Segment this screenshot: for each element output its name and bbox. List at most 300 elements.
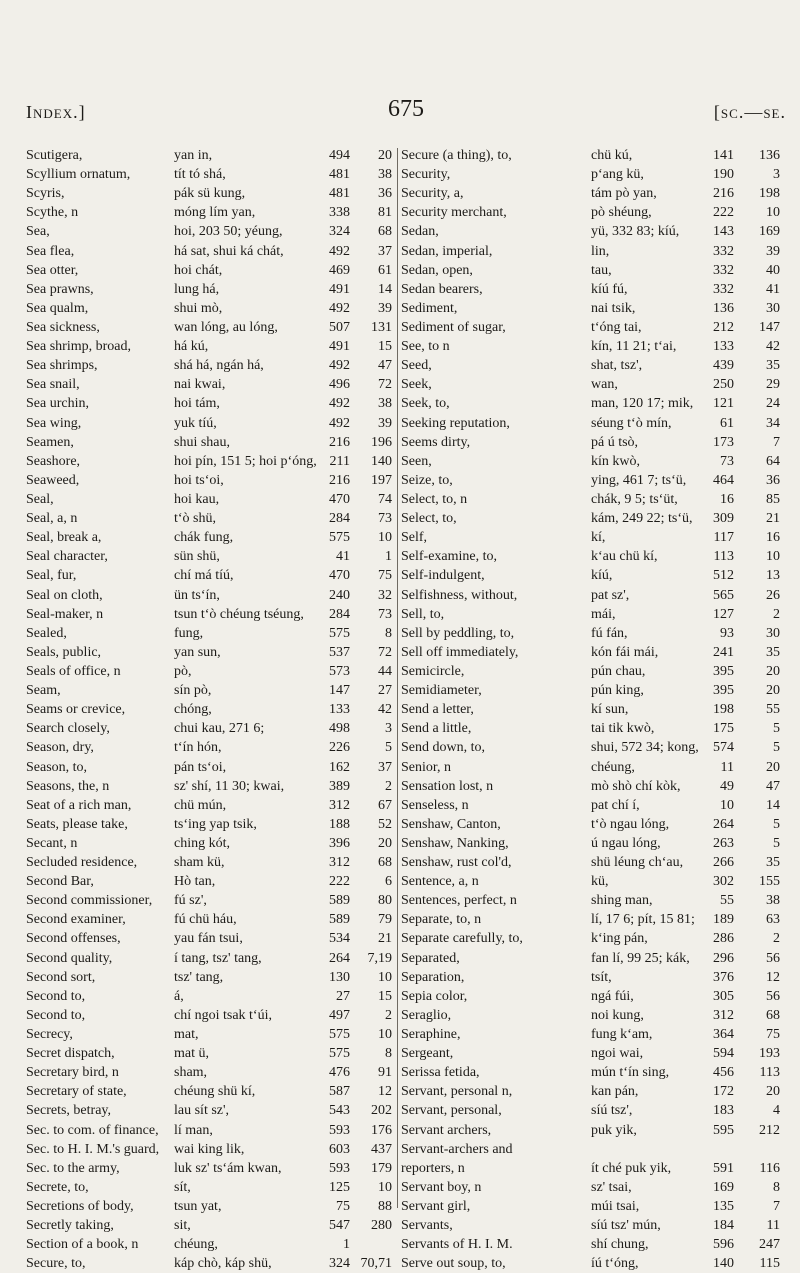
line-ref: 3	[773, 167, 780, 183]
index-entry	[401, 547, 786, 566]
index-entry	[26, 719, 396, 738]
entry-term: Security,	[401, 167, 451, 183]
page-ref: 240	[329, 587, 350, 603]
page-header	[26, 96, 786, 130]
line-ref: 47	[378, 358, 392, 374]
page-ref: 263	[713, 835, 734, 851]
entry-term: Seed,	[401, 358, 432, 374]
romanization: tsun yat,	[174, 1199, 222, 1215]
line-ref: 5	[773, 835, 780, 851]
romanization: pò,	[174, 663, 192, 679]
entry-term: Senshaw, rust col'd,	[401, 855, 512, 871]
page-ref: 147	[329, 683, 350, 699]
romanization: kón fái mái,	[591, 644, 659, 660]
line-ref: 176	[371, 1122, 392, 1138]
entry-term: Seat of a rich man,	[26, 797, 132, 813]
romanization: pá ú tsò,	[591, 434, 639, 450]
entry-term: Selfishness, without,	[401, 587, 518, 603]
entry-term: Secrets, betray,	[26, 1103, 111, 1119]
entry-term: Seeking reputation,	[401, 415, 510, 431]
line-ref: 2	[773, 606, 780, 622]
entry-term: Semidiameter,	[401, 683, 482, 699]
romanization: kín kwò,	[591, 453, 640, 469]
page-ref: 189	[713, 912, 734, 928]
entry-term: Secret dispatch,	[26, 1046, 115, 1062]
entry-term: Servant archers,	[401, 1122, 492, 1138]
page-ref: 286	[713, 931, 734, 947]
romanization: móng lím yan,	[174, 205, 256, 221]
index-entry	[401, 566, 786, 585]
line-ref: 10	[378, 969, 392, 985]
entry-term: Seraphine,	[401, 1027, 461, 1043]
entry-term: Semicircle,	[401, 663, 465, 679]
page-ref: 143	[713, 224, 734, 240]
romanization: sz' shí, 11 30; kwai,	[174, 778, 285, 794]
entry-term: Senior, n	[401, 759, 451, 775]
page-ref: 492	[329, 300, 350, 316]
romanization: í tang, tsz' tang,	[174, 950, 262, 966]
index-entry	[26, 222, 396, 241]
romanization: pò shéung,	[591, 205, 652, 221]
page-ref: 481	[329, 186, 350, 202]
entry-term: Seam,	[26, 683, 61, 699]
page-ref: 498	[329, 721, 350, 737]
page-ref: 396	[329, 835, 350, 851]
romanization: hoi, 203 50; yéung,	[174, 224, 283, 240]
entry-term: Second to,	[26, 1007, 86, 1023]
entry-term: Servant, personal n,	[401, 1084, 513, 1100]
romanization: pʻang kü,	[591, 167, 644, 183]
entry-term: Sea urchin,	[26, 396, 89, 412]
page-ref: 212	[713, 319, 734, 335]
entry-term: Seal-maker, n	[26, 606, 104, 622]
line-ref: 147	[759, 319, 780, 335]
entry-term: Seaweed,	[26, 472, 80, 488]
index-entry	[401, 662, 786, 681]
page-ref: 216	[713, 186, 734, 202]
line-ref: 116	[759, 1160, 780, 1176]
line-ref: 38	[378, 167, 392, 183]
entry-term: Sepia color,	[401, 988, 468, 1004]
entry-term: Season, dry,	[26, 740, 94, 756]
entry-term: See, to n	[401, 339, 450, 355]
entry-term: Select, to, n	[401, 491, 468, 507]
entry-term: Security merchant,	[401, 205, 507, 221]
entry-term: Sea qualm,	[26, 300, 89, 316]
entry-term: Servants,	[401, 1218, 453, 1234]
romanization: shui, 572 34; kong,	[591, 740, 699, 756]
line-ref: 68	[378, 224, 392, 240]
entry-term: Seize, to,	[401, 472, 453, 488]
entry-term: Sedan,	[401, 224, 439, 240]
index-entry	[401, 318, 786, 337]
romanization: ching kót,	[174, 835, 230, 851]
page-ref: 492	[329, 396, 350, 412]
entry-term: Senshaw, Nanking,	[401, 835, 509, 851]
romanization: múi tsai,	[591, 1199, 640, 1215]
index-entry	[26, 1044, 396, 1063]
page-ref: 593	[329, 1122, 350, 1138]
line-ref: 10	[766, 549, 780, 565]
romanization: lung há,	[174, 281, 220, 297]
romanization: nai tsik,	[591, 300, 636, 316]
page-ref: 565	[713, 587, 734, 603]
entry-term: Sell off immediately,	[401, 644, 519, 660]
index-entry	[26, 299, 396, 318]
romanization: sz' tsai,	[591, 1179, 632, 1195]
index-entry	[26, 700, 396, 719]
line-ref: 61	[378, 262, 392, 278]
page-ref: 469	[329, 262, 350, 278]
index-entry	[401, 910, 786, 929]
page-ref: 175	[713, 721, 734, 737]
page-ref: 376	[713, 969, 734, 985]
romanization: tsun tʻò chéung tséung,	[174, 606, 304, 622]
line-ref: 5	[773, 816, 780, 832]
romanization: wan,	[591, 377, 618, 393]
index-entry	[401, 796, 786, 815]
entry-term: Sea snail,	[26, 377, 80, 393]
page-ref: 284	[329, 511, 350, 527]
entry-term: Servant boy, n	[401, 1179, 482, 1195]
romanization: pat sz',	[591, 587, 630, 603]
entry-term: Second to,	[26, 988, 86, 1004]
header-section-label: Index.]	[26, 102, 86, 122]
entry-term: Senseless, n	[401, 797, 469, 813]
index-entry	[26, 1063, 396, 1082]
line-ref: 79	[378, 912, 392, 928]
index-entry	[401, 184, 786, 203]
entry-term: Section of a book, n	[26, 1237, 139, 1253]
page-ref: 211	[329, 453, 350, 469]
entry-term: Sea shrimps,	[26, 358, 98, 374]
index-entry	[26, 165, 396, 184]
entry-term: Sedan bearers,	[401, 281, 483, 297]
index-column-left	[26, 146, 396, 1273]
line-ref: 42	[378, 702, 392, 718]
line-ref: 73	[378, 606, 392, 622]
romanization: lau sít sz',	[174, 1103, 230, 1119]
page-ref: 476	[329, 1065, 350, 1081]
entry-term: Scutigera,	[26, 148, 83, 163]
entry-term: Secure, to,	[26, 1256, 86, 1272]
romanization: kʻau chü kí,	[591, 549, 658, 565]
index-entry	[26, 1216, 396, 1235]
page-ref: 216	[329, 434, 350, 450]
entry-term: Second commissioner,	[26, 893, 153, 909]
page-ref: 241	[713, 644, 734, 660]
line-ref: 198	[759, 186, 780, 202]
romanization: tʻín hón,	[174, 740, 222, 756]
romanization: kü,	[591, 874, 609, 890]
entry-term: Self,	[401, 530, 428, 546]
page-ref: 591	[713, 1160, 734, 1176]
index-entry	[401, 509, 786, 528]
romanization: sham,	[174, 1065, 208, 1081]
page-ref: 594	[713, 1046, 734, 1062]
index-entry	[401, 1121, 786, 1140]
romanization: pat chí í,	[591, 797, 640, 813]
entry-term: reporters, n	[401, 1160, 465, 1176]
romanization: man, 120 17; mik,	[591, 396, 694, 412]
index-entry	[26, 184, 396, 203]
index-entry	[401, 719, 786, 738]
entry-term: Separation,	[401, 969, 465, 985]
romanization: mò shò chí kòk,	[591, 778, 681, 794]
romanization: tʻò ngau lóng,	[591, 816, 670, 832]
line-ref: 38	[766, 893, 780, 909]
index-entry	[401, 1063, 786, 1082]
line-ref: 12	[766, 969, 780, 985]
romanization: fung kʻam,	[591, 1027, 653, 1043]
romanization: tai tik kwò,	[591, 721, 655, 737]
index-entry	[26, 1101, 396, 1120]
page-ref: 140	[713, 1256, 734, 1272]
entry-term: Separated,	[401, 950, 460, 966]
romanization: hoi kau,	[174, 491, 220, 507]
romanization: chák fung,	[174, 530, 234, 546]
line-ref: 14	[766, 797, 780, 813]
index-entry	[26, 1159, 396, 1178]
romanization: kí,	[591, 530, 606, 546]
entry-term: Sedan, open,	[401, 262, 473, 278]
page-ref: 543	[329, 1103, 350, 1119]
romanization: síú tsz' mún,	[591, 1218, 661, 1234]
page-ref: 575	[329, 530, 350, 546]
page-ref: 587	[329, 1084, 350, 1100]
romanization: ying, 461 7; tsʻü,	[591, 472, 687, 488]
romanization: hoi tám,	[174, 396, 220, 412]
romanization: fú fán,	[591, 625, 628, 641]
romanization: shü léung chʻau,	[591, 855, 684, 871]
romanization: pún king,	[591, 683, 644, 699]
line-ref: 75	[766, 1027, 780, 1043]
index-entry	[401, 490, 786, 509]
line-ref: 136	[759, 148, 780, 163]
line-ref: 47	[766, 778, 780, 794]
romanization: ngoi wai,	[591, 1046, 644, 1062]
line-ref: 56	[766, 988, 780, 1004]
page-ref: 492	[329, 358, 350, 374]
entry-term: Serissa fetida,	[401, 1065, 480, 1081]
index-entry	[401, 1216, 786, 1235]
entry-term: Security, a,	[401, 186, 464, 202]
line-ref: 20	[378, 148, 392, 163]
line-ref: 73	[378, 511, 392, 527]
line-ref: 14	[378, 281, 392, 297]
romanization: hoi chát,	[174, 262, 223, 278]
romanization: chóng,	[174, 702, 212, 718]
line-ref: 113	[759, 1065, 780, 1081]
entry-term: Seal on cloth,	[26, 587, 103, 603]
page-ref: 222	[329, 874, 350, 890]
index-entry	[26, 605, 396, 624]
page-ref: 302	[713, 874, 734, 890]
entry-term: Secretary bird, n	[26, 1065, 119, 1081]
line-ref: 27	[378, 683, 392, 699]
index-entry	[26, 1178, 396, 1197]
page-ref: 75	[336, 1199, 350, 1215]
page-ref: 264	[713, 816, 734, 832]
entry-term: Seen,	[401, 453, 432, 469]
romanization: síú tsz',	[591, 1103, 633, 1119]
entry-term: Self-examine, to,	[401, 549, 498, 565]
line-ref: 56	[766, 950, 780, 966]
romanization: chí ngoi tsak tʻúi,	[174, 1007, 272, 1023]
line-ref: 81	[378, 205, 392, 221]
index-entry	[401, 471, 786, 490]
line-ref: 36	[766, 472, 780, 488]
romanization: shui mò,	[174, 300, 223, 316]
page-ref: 284	[329, 606, 350, 622]
romanization: puk yik,	[591, 1122, 637, 1138]
index-entry	[26, 929, 396, 948]
page-ref: 309	[713, 511, 734, 527]
entry-term: Servant girl,	[401, 1199, 471, 1215]
page-ref: 61	[720, 415, 734, 431]
line-ref: 212	[759, 1122, 780, 1138]
page-ref: 1	[343, 1237, 350, 1253]
romanization: mat,	[174, 1027, 199, 1043]
romanization: tsʻing yap tsik,	[174, 816, 257, 832]
romanization: sit,	[174, 1218, 191, 1234]
index-entry	[401, 758, 786, 777]
line-ref: 7,19	[367, 950, 392, 966]
line-ref: 32	[378, 587, 392, 603]
line-ref: 10	[378, 1179, 392, 1195]
page-ref: 312	[329, 855, 350, 871]
index-entry	[401, 968, 786, 987]
line-ref: 30	[766, 300, 780, 316]
entry-term: Seamen,	[26, 434, 74, 450]
romanization: sün shü,	[174, 549, 220, 565]
index-entry	[401, 452, 786, 471]
index-entry	[26, 834, 396, 853]
line-ref: 37	[378, 243, 392, 259]
romanization: chü kú,	[591, 148, 633, 163]
romanization: fan lí, 99 25; kák,	[591, 950, 690, 966]
page-ref: 603	[329, 1141, 350, 1157]
index-entry	[26, 509, 396, 528]
page-ref: 364	[713, 1027, 734, 1043]
page-ref: 133	[329, 702, 350, 718]
index-entry	[26, 1197, 396, 1216]
index-entry	[401, 643, 786, 662]
index-entry	[401, 605, 786, 624]
index-entry	[26, 738, 396, 757]
line-ref: 75	[378, 568, 392, 584]
page-ref: 439	[713, 358, 734, 374]
line-ref: 72	[378, 644, 392, 660]
entry-term: Sea,	[26, 224, 50, 240]
index-entry	[26, 414, 396, 433]
entry-term: Sea shrimp, broad,	[26, 339, 131, 355]
entry-term: Second sort,	[26, 969, 96, 985]
index-entry	[401, 1159, 786, 1178]
index-entry	[401, 949, 786, 968]
page-ref: 41	[336, 549, 350, 565]
entry-term: Secrecy,	[26, 1027, 73, 1043]
index-entry	[26, 261, 396, 280]
index-entry	[401, 222, 786, 241]
page-ref: 332	[713, 243, 734, 259]
page-ref: 481	[329, 167, 350, 183]
page-ref: 305	[713, 988, 734, 1004]
line-ref: 8	[773, 1179, 780, 1195]
line-ref: 20	[378, 835, 392, 851]
romanization: yan in,	[174, 148, 213, 163]
romanization: chéung,	[174, 1237, 218, 1253]
entry-term: Second offenses,	[26, 931, 121, 947]
page-ref: 338	[329, 205, 350, 221]
line-ref: 131	[371, 319, 392, 335]
entry-term: Sea sickness,	[26, 319, 100, 335]
index-entry	[26, 566, 396, 585]
line-ref: 80	[378, 893, 392, 909]
line-ref: 7	[773, 1199, 780, 1215]
index-entry	[26, 242, 396, 261]
romanization: tsz' tang,	[174, 969, 224, 985]
entry-term: Seals of office, n	[26, 663, 121, 679]
index-entry	[26, 796, 396, 815]
line-ref: 37	[378, 759, 392, 775]
line-ref: 5	[773, 740, 780, 756]
index-entry	[401, 1044, 786, 1063]
romanization: pún chau,	[591, 663, 646, 679]
page-ref: 507	[329, 319, 350, 335]
line-ref: 91	[378, 1065, 392, 1081]
line-ref: 35	[766, 644, 780, 660]
line-ref: 140	[371, 453, 392, 469]
romanization: fung,	[174, 625, 204, 641]
romanization: kín, 11 21; tʻai,	[591, 339, 677, 355]
line-ref: 38	[378, 396, 392, 412]
entry-term: Servant-archers and	[401, 1141, 513, 1157]
page-ref: 596	[713, 1237, 734, 1253]
line-ref: 2	[385, 778, 392, 794]
index-entry	[401, 394, 786, 413]
page-ref: 332	[713, 262, 734, 278]
index-entry	[26, 758, 396, 777]
entry-term: Seashore,	[26, 453, 81, 469]
index-entry	[401, 586, 786, 605]
line-ref: 29	[766, 377, 780, 393]
line-ref: 68	[766, 1007, 780, 1023]
line-ref: 70,71	[360, 1256, 392, 1272]
page-ref: 226	[329, 740, 350, 756]
romanization: shing man,	[591, 893, 653, 909]
index-entry	[26, 853, 396, 872]
romanization: pák sü kung,	[174, 186, 246, 202]
page-ref: 589	[329, 912, 350, 928]
romanization: shí chung,	[591, 1237, 649, 1253]
romanization: lin,	[591, 243, 610, 259]
romanization: noi kung,	[591, 1007, 644, 1023]
romanization: tau,	[591, 262, 612, 278]
index-entry	[401, 1254, 786, 1273]
index-entry	[26, 872, 396, 891]
entry-term: Send a letter,	[401, 702, 474, 718]
romanization: tsít,	[591, 969, 612, 985]
line-ref: 197	[371, 472, 392, 488]
index-entry	[26, 662, 396, 681]
page-ref: 264	[329, 950, 350, 966]
page-ref: 496	[329, 377, 350, 393]
romanization: há sat, shui ká chát,	[174, 243, 284, 259]
romanization: hoi tsʻoi,	[174, 472, 224, 488]
page-ref: 127	[713, 606, 734, 622]
index-entry	[26, 815, 396, 834]
